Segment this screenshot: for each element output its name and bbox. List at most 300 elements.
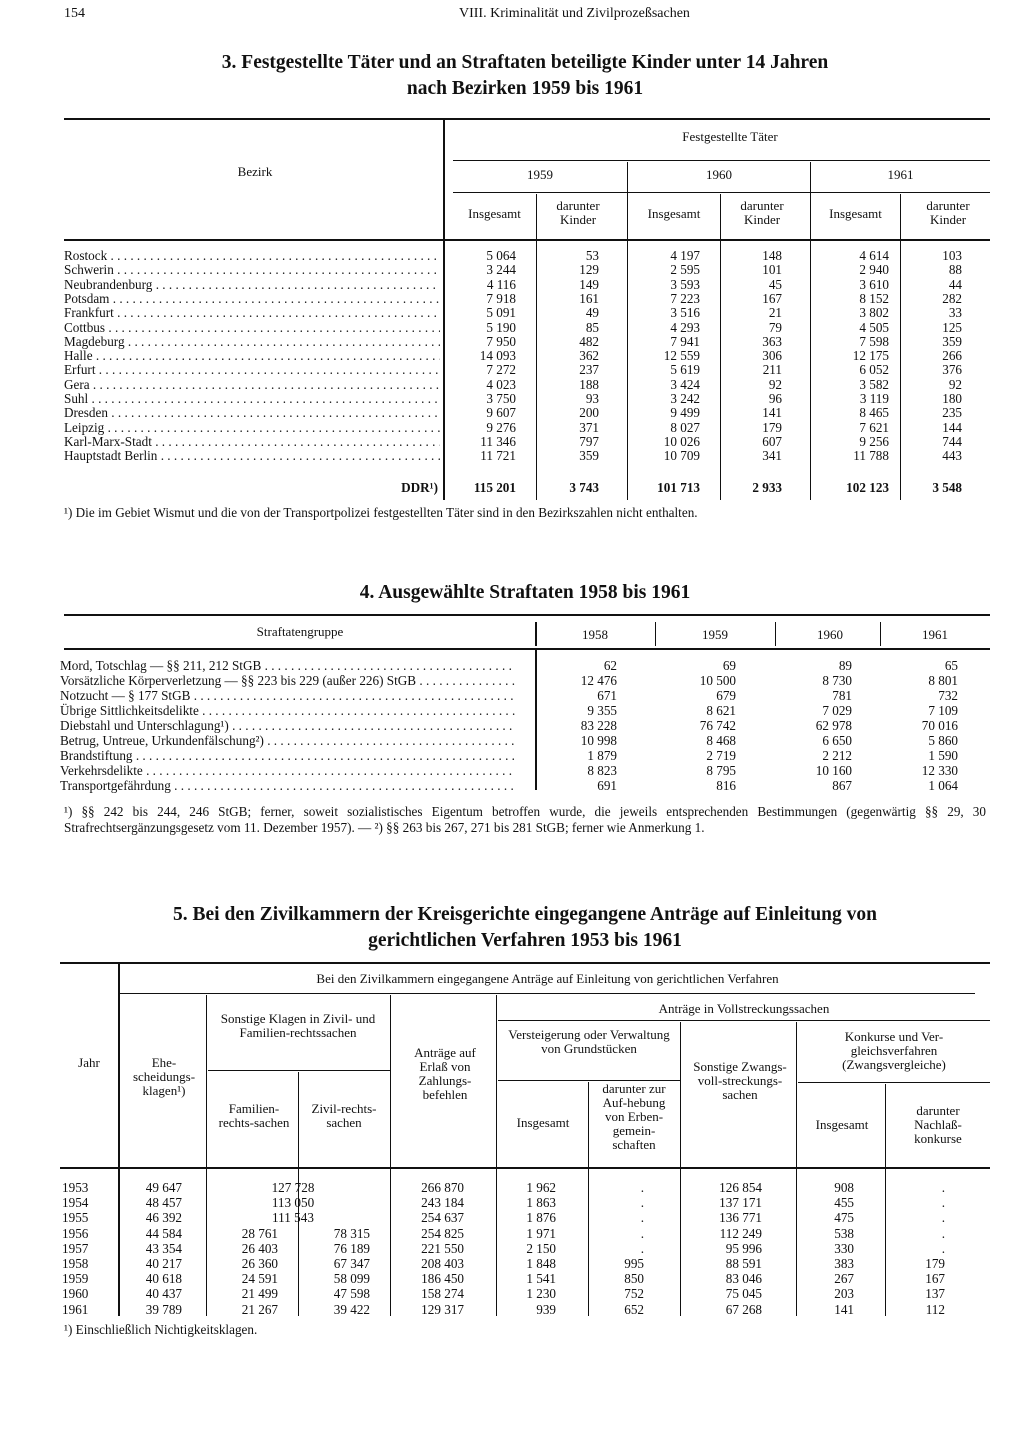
table5-rule (120, 993, 975, 994)
table5-col-divider (496, 995, 497, 1316)
table5-title (60, 902, 990, 954)
table3-cell: 371 (579, 419, 599, 435)
page-header (64, 6, 994, 26)
table3-cell: 443 (942, 448, 962, 464)
table4-col-divider (535, 650, 537, 790)
table3-stub-rule (443, 118, 445, 500)
table5-cell: 538 (834, 1225, 854, 1241)
table3-cell: 179 (762, 419, 782, 435)
table5-cell: . (640, 1210, 644, 1226)
table3-cell: 148 (762, 248, 782, 263)
table4-row-label: Mord, Totschlag — §§ 211, 212 StGB . . . (60, 658, 515, 674)
table5-insgesamt-header: Insgesamt (516, 1115, 570, 1130)
table5-cell: 39 789 (145, 1301, 182, 1317)
table3-cell: 96 (768, 391, 782, 406)
table4-year: 1960 (817, 627, 843, 642)
table3-cell: 9 256 (859, 433, 889, 449)
table3-cell: 92 (948, 376, 962, 392)
table3-col-divider (536, 194, 537, 500)
table5-cell: 243 184 (421, 1195, 464, 1211)
table5-zivil-header: Zivil-rechts-sachen (311, 1101, 377, 1130)
table5-cell: 1 962 (526, 1180, 556, 1195)
table3-cell: 363 (762, 333, 782, 349)
table3-col-children: darunter Kinder (556, 198, 600, 227)
running-head: VIII. Kriminalität und Zivilprozeßsachen (459, 6, 690, 21)
table3-cell: 5 619 (670, 362, 700, 378)
table4-col-divider (535, 622, 537, 646)
table4-cell: 7 109 (928, 703, 958, 718)
table5-nachlass-header: darunter Nachlaß-konkurse (914, 1103, 962, 1146)
table4-top-rule (64, 614, 990, 616)
table3-cell: 21 (768, 305, 782, 321)
table5-rule (798, 1082, 990, 1083)
table5-rule (208, 1070, 390, 1071)
table5-cell: 254 825 (421, 1225, 464, 1241)
table5-col-divider (390, 995, 391, 1316)
table3-cell: 49 (585, 305, 599, 321)
table3-total-cell: 102 123 (846, 480, 889, 495)
table5-cell: . (941, 1195, 945, 1211)
table3-cell: 797 (579, 433, 599, 449)
table5-cell: 141 (834, 1301, 854, 1317)
table3-total-cell: 3 743 (569, 480, 599, 495)
table5-cell: 1 541 (526, 1271, 556, 1287)
table4-cell: 8 795 (706, 763, 736, 778)
table5-cell: 908 (834, 1180, 854, 1195)
table5-cell: 383 (834, 1256, 854, 1271)
table3-cell: 92 (768, 376, 782, 392)
table3-cell: 266 (942, 348, 962, 364)
table5-header-rule (60, 1167, 990, 1169)
table3-cell: 5 190 (486, 319, 516, 335)
table5-top-header: Bei den Zivilkammern eingegangene Anträge auf Einleitung von gerichtlichen Verfahren (316, 971, 779, 986)
table5-cell: 88 591 (725, 1256, 762, 1271)
table5-cell: 1958 (62, 1256, 89, 1271)
table5-cell-merged: 127 728 (271, 1180, 315, 1195)
table3-group-header: Festgestellte Täter (682, 129, 778, 144)
table5-konkurse-header: Konkurse und Ver-gleichsverfahren (Zwangsvergleiche) (842, 1029, 946, 1072)
table4-cell: 5 860 (928, 733, 958, 748)
table5-cell: 1961 (62, 1301, 89, 1317)
table3-cell: 44 (948, 276, 962, 292)
table5-cell: 1 863 (526, 1195, 556, 1211)
table3-cell: 7 598 (859, 333, 889, 349)
table4-row-label: Vorsätzliche Körperverletzung — §§ 223 bis 229 (außer 226) StGB . . . (60, 673, 515, 689)
table3-cell: 188 (579, 376, 599, 392)
table3-cell: 12 559 (663, 348, 700, 364)
table3-col-total: Insgesamt (829, 206, 882, 221)
table3-header-rule (64, 239, 990, 241)
table5-cell: 939 (536, 1301, 556, 1317)
table5-col-divider (680, 1022, 681, 1316)
table3-cell: 359 (579, 448, 599, 464)
table5-cell: 1955 (62, 1210, 89, 1226)
table4-cell: 10 500 (699, 673, 736, 688)
table3-cell: 4 023 (486, 376, 516, 392)
table3-cell: 7 272 (486, 362, 516, 378)
table3-cell: 3 244 (486, 262, 516, 278)
table4-cell: 62 (603, 658, 617, 673)
table5-footnote: ¹) Einschließlich Nichtigkeitsklagen. (64, 1322, 258, 1337)
table5-versteigerung-header: Versteigerung oder Verwaltung von Grundstücken (508, 1027, 670, 1056)
table3-row-label: Cottbus . . . (64, 320, 440, 336)
table5-vollstreckung-header: Anträge in Vollstreckungssachen (658, 1001, 830, 1016)
table4-year: 1961 (922, 627, 948, 642)
table3-cell: 341 (762, 448, 782, 464)
table3-row-label: Potsdam . . . (64, 291, 440, 307)
table4-year: 1959 (702, 627, 728, 642)
table3-cell: 3 119 (859, 391, 889, 406)
table3-cell: 2 595 (670, 262, 700, 278)
table3-row-label: Magdeburg . . . (64, 334, 440, 350)
table3-row-label: Schwerin . . . (64, 262, 440, 278)
table3-cell: 4 197 (670, 248, 700, 263)
table3-cell: 9 499 (670, 405, 700, 421)
table4-cell: 2 212 (822, 748, 852, 763)
table5-cell: 254 637 (421, 1210, 464, 1226)
table5-jahr-header: Jahr (78, 1055, 100, 1070)
table5-cell: 1954 (62, 1195, 89, 1211)
table3-cell: 4 116 (486, 276, 516, 292)
table3-year-1959: 1959 (527, 167, 553, 182)
table5-col-divider (588, 1082, 589, 1316)
table5-cell: 179 (925, 1256, 945, 1271)
table4-cell: 10 160 (815, 763, 852, 778)
table3-cell: 7 941 (670, 333, 700, 349)
table3-row-label: Karl-Marx-Stadt . . . (64, 434, 440, 450)
table5-cell: 43 354 (145, 1240, 182, 1256)
table3-cell: 4 293 (670, 319, 700, 335)
table5-cell: 67 347 (333, 1256, 370, 1271)
table4-cell: 70 016 (921, 718, 958, 733)
table5-cell: 850 (624, 1271, 644, 1287)
table4-cell: 8 801 (928, 673, 958, 688)
table5-cell: . (640, 1180, 644, 1195)
table5-cell: 48 457 (145, 1195, 182, 1211)
table5-cell: 137 171 (719, 1195, 762, 1211)
table4-col-divider (880, 622, 881, 646)
table4-cell: 781 (832, 688, 852, 703)
table3-cell: 180 (942, 391, 962, 406)
table5-cell: 1 876 (526, 1210, 556, 1226)
table3-title (60, 50, 990, 102)
table3-cell: 7 223 (670, 290, 700, 306)
table5-cell: 1953 (62, 1180, 89, 1195)
table5-col-divider (206, 995, 207, 1316)
table3-cell: 7 621 (859, 419, 889, 435)
table3-row-label: Gera . . . (64, 377, 440, 393)
table4-title: 4. Ausgewählte Straftaten 1958 bis 1961 (359, 582, 691, 603)
table5-cell: 136 771 (719, 1210, 762, 1226)
table3-cell: 101 (762, 262, 782, 278)
table4-cell: 8 730 (822, 673, 852, 688)
table3-stub-header: Bezirk (237, 164, 273, 179)
table4-cell: 8 468 (706, 733, 736, 748)
table3-cell: 744 (942, 433, 962, 449)
table3-year-1960: 1960 (706, 167, 732, 182)
table4-cell: 65 (944, 658, 958, 673)
table3-cell: 3 750 (486, 391, 516, 406)
table4-cell: 9 355 (587, 703, 617, 718)
table3-cell: 3 516 (670, 305, 700, 321)
table3-total-label: DDR¹) (401, 480, 438, 495)
table3-cell: 141 (762, 405, 782, 421)
table5-cell: 44 584 (145, 1225, 182, 1241)
table5-erlass-header: Anträge auf Erlaß von Zahlungs-befehlen (414, 1045, 476, 1102)
table5-cell: . (941, 1180, 945, 1195)
table4-cell: 12 330 (921, 763, 958, 778)
table4-cell: 691 (597, 778, 617, 793)
table4-row-label: Übrige Sittlichkeitsdelikte . . . (60, 703, 515, 719)
table4-cell: 89 (838, 658, 852, 673)
table3-cell: 33 (948, 305, 962, 321)
table5-cell: 95 996 (725, 1240, 762, 1256)
table3-col-children: darunter Kinder (926, 198, 970, 227)
table5-cell: 40 618 (145, 1271, 182, 1287)
table3-cell: 2 940 (859, 262, 889, 278)
table5-cell: 266 870 (421, 1180, 464, 1195)
table5-cell: 1956 (62, 1225, 89, 1241)
table3-cell: 4 505 (859, 319, 889, 335)
table5-cell: 24 591 (241, 1271, 278, 1287)
table4-row-label: Betrug, Untreue, Urkundenfälschung²) . . . (60, 733, 515, 749)
table5-cell: 40 217 (145, 1256, 182, 1271)
table4-cell: 867 (832, 778, 852, 793)
table5-ehe-header: Ehe-scheidungs-klagen¹) (132, 1055, 196, 1098)
table4-cell: 7 029 (822, 703, 852, 718)
table5-cell: 67 268 (725, 1301, 762, 1317)
table5-cell: 112 (925, 1301, 945, 1317)
table3-cell: 7 918 (486, 290, 516, 306)
table3-col-total: Insgesamt (647, 206, 701, 221)
table3-cell: 9 276 (486, 419, 516, 435)
table3-cell: 45 (768, 276, 782, 292)
table5-cell: 83 046 (725, 1271, 762, 1287)
table5-cell: 995 (624, 1256, 644, 1271)
table3-top-rule (64, 118, 990, 120)
table3-cell: 607 (762, 433, 782, 449)
table5-fam-header: Familien-rechts-sachen (218, 1101, 290, 1130)
table5-cell: 267 (834, 1271, 854, 1287)
table5-title-line1: 5. Bei den Zivilkammern der Kreisgerichte eingegangene Anträge auf Einleitung von (173, 904, 877, 925)
table3-cell: 235 (942, 405, 962, 421)
table3-cell: 144 (942, 419, 962, 435)
table3-cell: 7 950 (486, 333, 516, 349)
table3-cell: 14 093 (479, 348, 516, 364)
table4-footnote: ¹) §§ 242 bis 244, 246 StGB; ferner, soweit sozialistisches Eigentum betroffen wurde, die jeweils entsprechenden Bestimmungen (gegenwärtig §§ 29, 30 Strafrechtsergänzungsgesetz vom 11. Dezember 1957). — ²) §§ 263 bis 267, 271 bis 281 StGB; ferner wie Anmerkung 1. (64, 804, 986, 835)
table5-col-divider (885, 1084, 886, 1316)
table5-cell: 112 249 (719, 1225, 762, 1241)
table3-footnote: ¹) Die im Gebiet Wismut und die von der Transportpolizei festgestellten Täter sind in den Bezirkszahlen nicht enthalten. (64, 505, 698, 520)
table4-cell: 62 978 (815, 718, 852, 733)
table5-cell: 475 (834, 1210, 854, 1226)
table5-cell: . (640, 1195, 644, 1211)
table5-sonstige-header: Sonstige Klagen in Zivil- und Familien-rechtssachen (220, 1011, 376, 1040)
table4-cell: 1 590 (928, 748, 958, 763)
table5-cell: 1960 (62, 1286, 89, 1302)
table4-stub-header: Straftatengruppe (256, 624, 344, 639)
table3-cell: 9 607 (486, 405, 516, 421)
table5-aufhebung-header: darunter zur Auf-hebung von Erben-gemein-schaften (602, 1081, 666, 1152)
table4-cell: 76 742 (699, 718, 736, 733)
table5-cell: 221 550 (421, 1240, 464, 1256)
table5-cell: 46 392 (145, 1210, 182, 1226)
table3-cell: 3 593 (670, 276, 700, 292)
table5-cell: 129 317 (421, 1301, 464, 1317)
table4-cell: 69 (722, 658, 736, 673)
table4-cell: 12 476 (580, 673, 617, 688)
table3-cell: 129 (579, 262, 599, 278)
table4-cell: 671 (597, 688, 617, 703)
table4-cell: 1 879 (587, 748, 617, 763)
table3-cell: 362 (579, 348, 599, 364)
table3-cell: 3 802 (859, 305, 889, 321)
table3-cell: 103 (942, 248, 962, 263)
table4-row-label: Verkehrsdelikte . . . (60, 763, 515, 779)
table5-cell-merged: 111 543 (272, 1210, 314, 1226)
table4-cell: 83 228 (580, 718, 617, 733)
table4-header-rule (64, 648, 990, 650)
table3-total-cell: 2 933 (752, 480, 782, 495)
table3-cell: 79 (768, 319, 782, 335)
table4-row-label: Notzucht — § 177 StGB . . . (60, 688, 515, 704)
table3-cell: 3 242 (670, 391, 700, 406)
table4-cell: 2 719 (706, 748, 736, 763)
table5-cell: 137 (925, 1286, 945, 1302)
table5-cell: 652 (624, 1301, 644, 1317)
table3-col-total: Insgesamt (468, 206, 521, 221)
table5-cell: 28 761 (241, 1225, 278, 1241)
table5-cell: 1957 (62, 1240, 89, 1256)
table3-row-label: Neubrandenburg . . . (64, 277, 440, 293)
table4-cell: 6 650 (822, 733, 852, 748)
page-number: 154 (64, 6, 85, 21)
table3-cell: 161 (579, 290, 599, 306)
table5-cell: . (640, 1240, 644, 1256)
table3-cell: 53 (585, 248, 599, 263)
table4-col-divider (775, 622, 776, 646)
table3-cell: 211 (762, 362, 782, 378)
table4-row-label: Brandstiftung . . . (60, 748, 515, 764)
table5-cell: 203 (834, 1286, 854, 1302)
table5-cell-merged: 113 050 (271, 1195, 315, 1211)
table3-cell: 5 091 (486, 305, 516, 321)
table3-row-label: Leipzig . . . (64, 420, 440, 436)
table3-cell: 11 721 (480, 448, 516, 464)
table5-cell: 208 403 (421, 1256, 464, 1271)
table5-rule (498, 1020, 990, 1021)
table5-cell: 78 315 (333, 1225, 370, 1241)
table4-cell: 816 (716, 778, 736, 793)
table3-year-1961: 1961 (887, 167, 914, 182)
table3-cell: 8 152 (859, 290, 889, 306)
table3-cell: 237 (579, 362, 599, 378)
table5-cell: . (941, 1225, 945, 1241)
table3-cell: 4 614 (859, 248, 889, 263)
table5-cell: 330 (834, 1240, 854, 1256)
table5-cell: . (640, 1225, 644, 1241)
table3-cell: 6 052 (859, 362, 889, 378)
table4-cell: 8 621 (706, 703, 736, 718)
table5-cell: 167 (925, 1271, 945, 1287)
table5-cell: 47 598 (333, 1286, 370, 1302)
table5-cell: . (941, 1210, 945, 1226)
table3-cell: 3 424 (670, 376, 700, 392)
table5-cell: 21 499 (241, 1286, 278, 1302)
table3-cell: 149 (579, 276, 599, 292)
table3-cell: 12 175 (852, 348, 889, 364)
table3-cell: 376 (942, 362, 962, 378)
table3-group-rule (453, 160, 990, 161)
table5-cell: 76 189 (333, 1240, 370, 1256)
table5-cell: 1959 (62, 1271, 89, 1287)
table3-cell: 88 (948, 262, 962, 278)
table4-cell: 10 998 (580, 733, 617, 748)
table3-cell: 10 026 (663, 433, 700, 449)
table3-row-label: Suhl . . . (64, 391, 440, 407)
table3-cell: 11 788 (853, 448, 889, 464)
table5-col-divider (796, 1022, 797, 1316)
table5-cell: 21 267 (241, 1301, 278, 1317)
table5-zwang-header: Sonstige Zwangs-voll-streckungs-sachen (693, 1059, 787, 1102)
table3-cell: 125 (942, 319, 962, 335)
table4-cell: 1 064 (928, 778, 958, 793)
table4-year: 1958 (582, 627, 608, 642)
table5-cell: 1 971 (526, 1225, 556, 1241)
table3-col-children: darunter Kinder (740, 198, 784, 227)
table3-row-label: Halle . . . (64, 348, 440, 364)
table3-total-cell: 101 713 (657, 480, 700, 495)
table5-title-line2: gerichtlichen Verfahren 1953 bis 1961 (368, 930, 682, 951)
table5-cell: 752 (624, 1286, 644, 1302)
table3-cell: 282 (942, 290, 962, 306)
table3-cell: 167 (762, 290, 782, 306)
table5-cell: 75 045 (725, 1286, 762, 1302)
table3-cell: 8 465 (859, 405, 889, 421)
table3-title-line2: nach Bezirken 1959 bis 1961 (406, 78, 644, 99)
table3-cell: 93 (585, 391, 599, 406)
table4-col-divider (655, 622, 656, 646)
table5-cell: 1 230 (526, 1286, 556, 1302)
table4-cell: 732 (938, 688, 958, 703)
table5-cell: 186 450 (421, 1271, 464, 1287)
table5-cell: . (941, 1240, 945, 1256)
table5-cell: 455 (834, 1195, 854, 1211)
table3-row-label: Frankfurt . . . (64, 305, 440, 321)
table3-row-label: Hauptstadt Berlin . . . (64, 448, 440, 464)
table5-cell: 49 647 (145, 1180, 182, 1195)
table5-top-rule (60, 962, 990, 964)
table5-cell: 2 150 (526, 1240, 556, 1256)
table4-cell: 679 (716, 688, 736, 703)
table3-cell: 10 709 (663, 448, 700, 464)
table3-title-line1: 3. Festgestellte Täter und an Straftaten beteiligte Kinder unter 14 Jahren (221, 52, 829, 73)
table3-cell: 11 346 (480, 433, 516, 449)
table3-total-cell: 3 548 (932, 480, 962, 495)
table5-cell: 39 422 (333, 1301, 370, 1317)
table5-cell: 26 360 (241, 1256, 278, 1271)
table3-cell: 359 (942, 333, 962, 349)
table3-cell: 200 (579, 405, 599, 421)
table4-row-label: Diebstahl und Unterschlagung¹) . . . (60, 718, 515, 734)
table5-cell: 1 848 (526, 1256, 556, 1271)
table5-cell: 40 437 (145, 1286, 182, 1302)
table3-row-label: Dresden . . . (64, 405, 440, 421)
table3-cell: 85 (585, 319, 599, 335)
table5-cell: 26 403 (241, 1240, 278, 1256)
table3-cell: 306 (762, 348, 782, 364)
table3-cell: 3 610 (859, 276, 889, 292)
